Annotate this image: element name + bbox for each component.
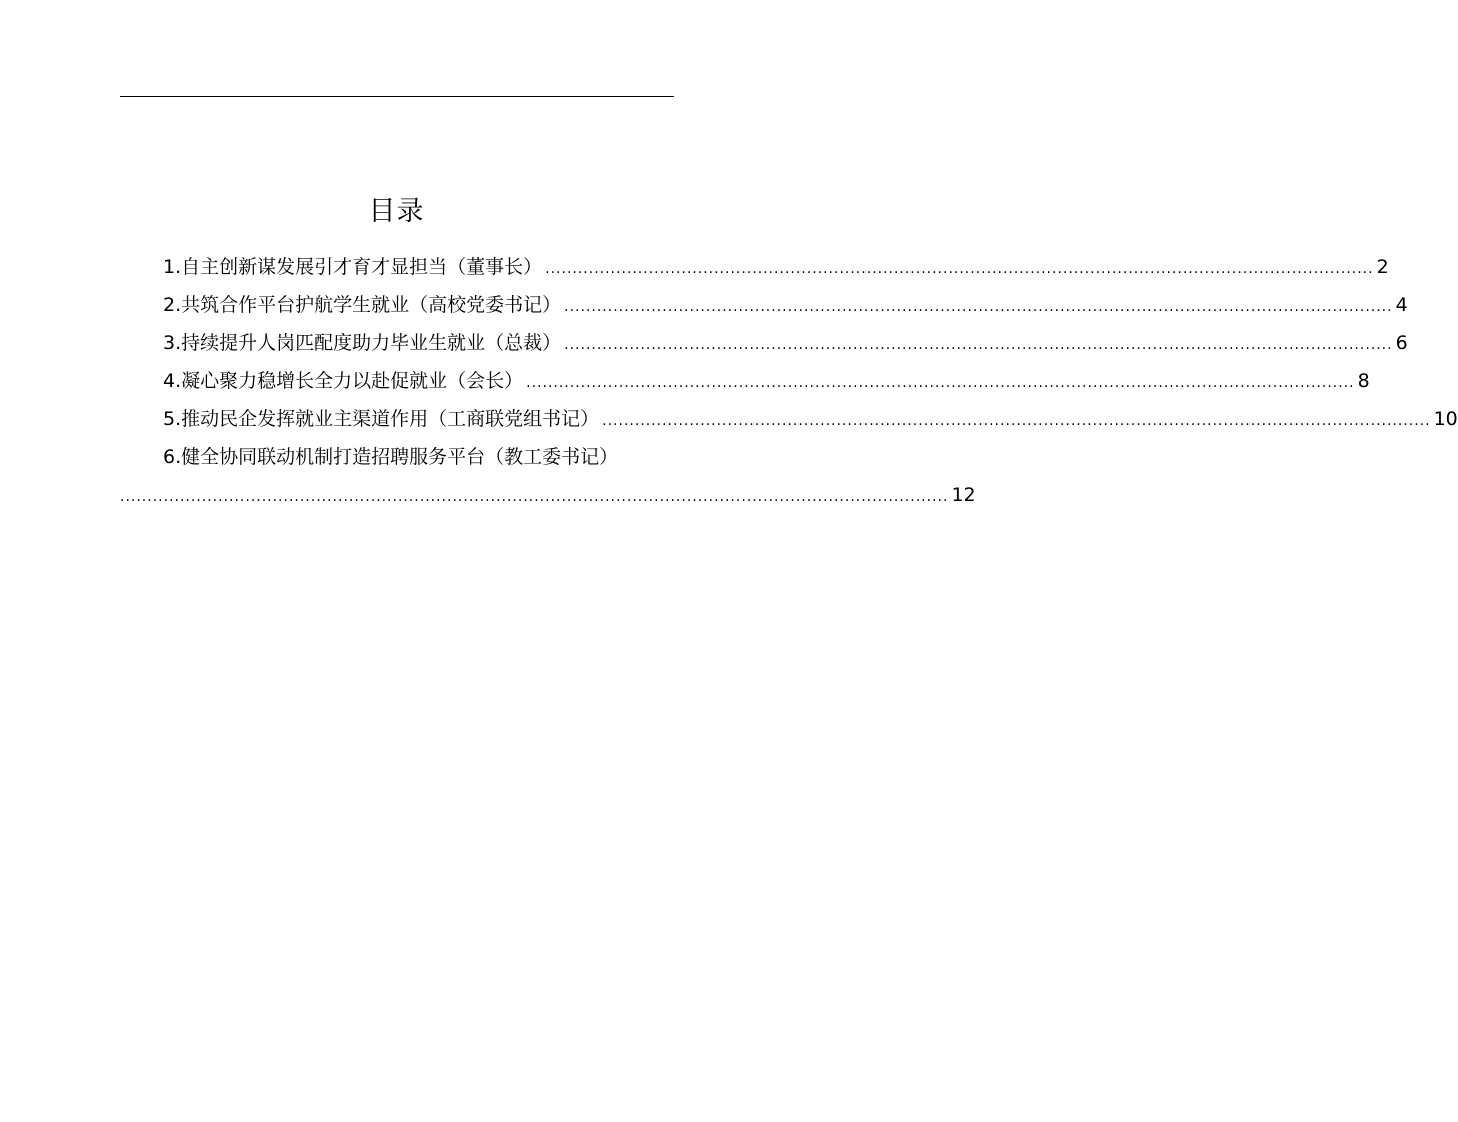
toc-entry-text: 4.凝心聚力稳增长全力以赴促就业（会长） — [163, 370, 524, 392]
toc-dot-leader: ........................................................................................................................................................ — [526, 375, 1355, 391]
toc-page-number: 12 — [951, 484, 976, 506]
toc-entry-text: 3.持续提升人岗匹配度助力毕业生就业（总裁） — [163, 332, 562, 354]
toc-dot-leader: ........................................................................................................................................................ — [564, 299, 1393, 315]
toc-dot-leader: ........................................................................................................................................................ — [602, 413, 1431, 429]
toc-page-number: 2 — [1376, 256, 1389, 278]
toc-page-number: 4 — [1395, 294, 1408, 316]
toc-page-number: 8 — [1357, 370, 1370, 392]
toc-entry-continuation[interactable] — [120, 476, 976, 514]
toc-dot-leader: ........................................................................................................................................................ — [564, 337, 1393, 353]
toc-entry[interactable] — [120, 438, 674, 476]
toc-page-number: 6 — [1395, 332, 1408, 354]
toc-entry[interactable] — [120, 248, 1389, 286]
toc-entry-text: 1.自主创新谋发展引才育才显担当（董事长） — [163, 256, 543, 278]
toc-entry[interactable] — [120, 362, 1370, 400]
toc-page-number: 10 — [1433, 408, 1458, 430]
toc-entry[interactable] — [120, 286, 1408, 324]
toc-entry-text: 6.健全协同联动机制打造招聘服务平台（教工委书记） — [163, 446, 619, 468]
toc-entry-text: 2.共筑合作平台护航学生就业（高校党委书记） — [163, 294, 562, 316]
toc-entry-text: 5.推动民企发挥就业主渠道作用（工商联党组书记） — [163, 408, 600, 430]
toc-dot-leader: ........................................................................................................................................................ — [120, 489, 949, 505]
header-rule — [120, 96, 674, 97]
toc-entry[interactable] — [120, 324, 1408, 362]
toc-list — [120, 248, 1458, 514]
toc-title: 目录 — [368, 196, 425, 227]
toc-entry[interactable] — [120, 400, 1458, 438]
toc-dot-leader: ........................................................................................................................................................ — [545, 261, 1374, 277]
